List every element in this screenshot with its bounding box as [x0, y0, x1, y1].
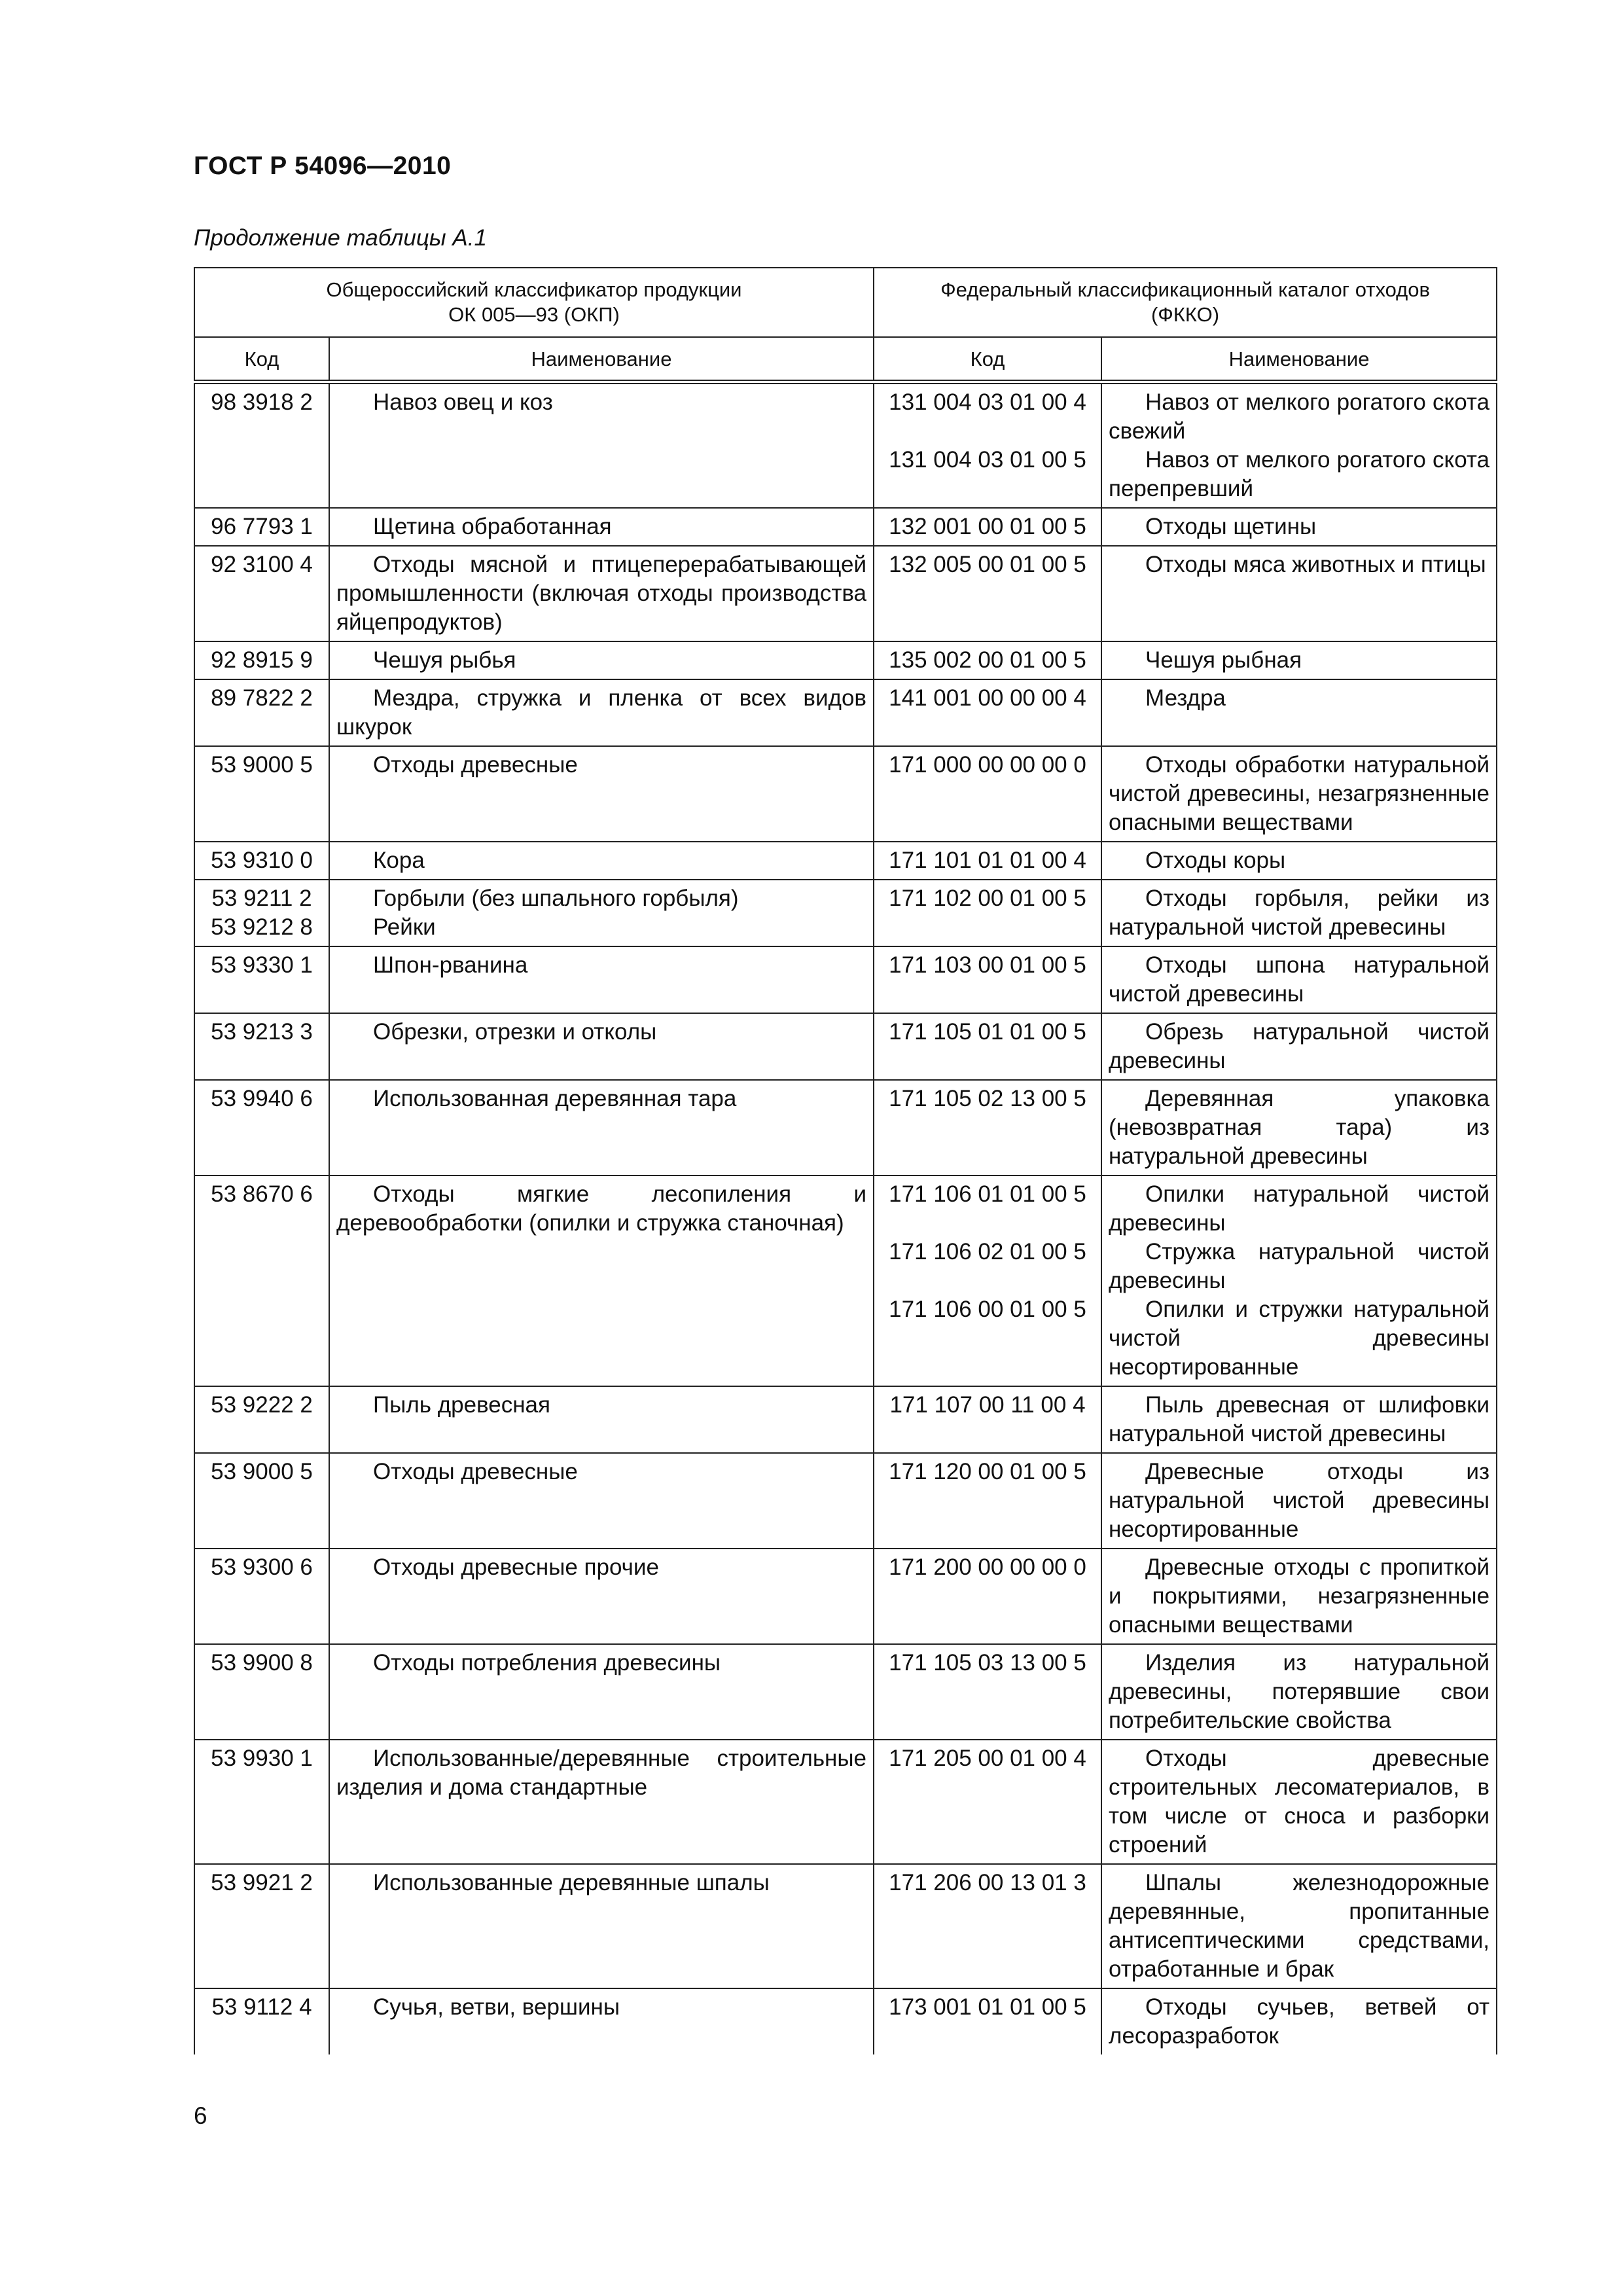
fkko-name: Отходы щетины — [1145, 514, 1317, 539]
fkko-name-cell — [1101, 1080, 1497, 1175]
document-header: ГОСТ Р 54096—2010 — [194, 152, 452, 180]
fkko-code: 171 000 00 00 00 0 — [889, 752, 1086, 778]
fkko-name: Изделия из натуральной древесины, потерявшие свои потребительские свойства — [1109, 1650, 1490, 1733]
table-row — [194, 546, 1497, 641]
okp-code-cell — [194, 880, 329, 946]
okp-code: 53 9000 5 — [211, 1459, 313, 1484]
fkko-code-cell — [874, 1644, 1101, 1740]
okp-name: Шпон-рванина — [373, 952, 528, 978]
okp-code-cell — [194, 679, 329, 746]
fkko-code: 135 002 00 01 00 5 — [889, 647, 1086, 673]
fkko-code-cell — [874, 842, 1101, 880]
fkko-name: Опилки и стружки натуральной чистой древесины несортированные — [1109, 1297, 1490, 1380]
okp-name: Чешуя рыбья — [373, 647, 516, 673]
table-row — [194, 679, 1497, 746]
fkko-name: Навоз от мелкого рогатого скота свежий — [1109, 389, 1490, 444]
table-row — [194, 1988, 1497, 2054]
okp-code: 53 9300 6 — [211, 1554, 313, 1580]
okp-code-cell — [194, 1013, 329, 1080]
fkko-code: 132 001 00 01 00 5 — [889, 514, 1086, 539]
fkko-code: 171 103 00 01 00 5 — [889, 952, 1086, 978]
fkko-code: 131 004 03 01 00 4 — [889, 389, 1086, 415]
okp-code-cell — [194, 641, 329, 679]
okp-name: Пыль древесная — [373, 1392, 550, 1418]
okp-name: Щетина обработанная — [373, 514, 612, 539]
fkko-group-header — [874, 268, 1497, 337]
okp-name-cell — [329, 1644, 874, 1740]
fkko-code: 171 106 01 01 00 5 — [889, 1181, 1086, 1207]
fkko-header-line1: Федеральный классификационный каталог отходов — [940, 278, 1430, 301]
okp-name-cell — [329, 1740, 874, 1864]
okp-group-header — [194, 268, 874, 337]
fkko-code-cell — [874, 880, 1101, 946]
okp-code: 53 8670 6 — [211, 1181, 313, 1207]
fkko-code-cell — [874, 1740, 1101, 1864]
fkko-code: 171 120 00 01 00 5 — [889, 1459, 1086, 1484]
okp-code: 53 9310 0 — [211, 848, 313, 873]
col-okp-name: Наименование — [329, 337, 874, 382]
fkko-name-cell — [1101, 1175, 1497, 1386]
fkko-code-cell — [874, 1080, 1101, 1175]
classification-table — [194, 267, 1497, 2054]
okp-name-cell — [329, 508, 874, 546]
okp-name-cell — [329, 1453, 874, 1549]
okp-code: 53 9211 2 — [211, 886, 312, 911]
okp-code-cell — [194, 746, 329, 842]
okp-code: 53 9212 8 — [211, 914, 313, 940]
fkko-name-cell — [1101, 1988, 1497, 2054]
fkko-code: 171 206 00 13 01 3 — [889, 1870, 1086, 1895]
fkko-code: 171 102 00 01 00 5 — [889, 886, 1086, 911]
fkko-code-cell — [874, 679, 1101, 746]
fkko-name-cell — [1101, 508, 1497, 546]
fkko-name: Отходы шпона натуральной чистой древесины — [1109, 952, 1490, 1007]
table-row — [194, 746, 1497, 842]
fkko-name: Стружка натуральной чистой древесины — [1109, 1239, 1490, 1293]
table-row — [194, 880, 1497, 946]
fkko-name: Чешуя рыбная — [1145, 647, 1302, 673]
fkko-name: Опилки натуральной чистой древесины — [1109, 1181, 1490, 1236]
okp-name: Горбыли (без шпального горбыля) — [373, 886, 739, 911]
okp-code-cell — [194, 382, 329, 509]
fkko-name: Древесные отходы с пропиткой и покрытиями, незагрязненные опасными веществами — [1109, 1554, 1490, 1638]
okp-name-cell — [329, 880, 874, 946]
table-row — [194, 382, 1497, 509]
fkko-name-cell — [1101, 946, 1497, 1013]
okp-name: Использованные деревянные шпалы — [373, 1870, 770, 1895]
table-row — [194, 946, 1497, 1013]
okp-name-cell — [329, 546, 874, 641]
okp-code-cell — [194, 1080, 329, 1175]
table-head — [194, 268, 1497, 382]
okp-code: 92 3100 4 — [211, 552, 313, 577]
okp-code: 53 9213 3 — [211, 1019, 313, 1045]
fkko-name-cell — [1101, 746, 1497, 842]
fkko-code-cell — [874, 1013, 1101, 1080]
fkko-code: 171 105 01 01 00 5 — [889, 1019, 1086, 1045]
okp-name-cell — [329, 1864, 874, 1988]
fkko-name-cell — [1101, 880, 1497, 946]
table-row — [194, 842, 1497, 880]
fkko-name: Деревянная упаковка (невозвратная тара) из натуральной древесины — [1109, 1086, 1490, 1169]
okp-name: Рейки — [373, 914, 436, 940]
okp-code-cell — [194, 508, 329, 546]
okp-code-cell — [194, 1549, 329, 1644]
fkko-name: Отходы мяса животных и птицы — [1145, 552, 1486, 577]
okp-header-line2: ОК 005—93 (ОКП) — [448, 303, 620, 326]
fkko-code-cell — [874, 1386, 1101, 1453]
fkko-code: 171 205 00 01 00 4 — [889, 1746, 1086, 1771]
okp-name-cell — [329, 1175, 874, 1386]
okp-header-line1: Общероссийский классификатор продукции — [326, 278, 742, 301]
okp-code-cell — [194, 1740, 329, 1864]
fkko-code-cell — [874, 641, 1101, 679]
okp-name-cell — [329, 679, 874, 746]
okp-name: Отходы древесные прочие — [373, 1554, 659, 1580]
fkko-name: Отходы обработки натуральной чистой древесины, незагрязненные опасными веществами — [1109, 752, 1490, 835]
okp-code: 98 3918 2 — [211, 389, 313, 415]
table-row — [194, 1386, 1497, 1453]
okp-name-cell — [329, 842, 874, 880]
table-body — [194, 382, 1497, 2055]
fkko-name: Шпалы железнодорожные деревянные, пропитанные антисептическими средствами, отработанные и брак — [1109, 1870, 1490, 1982]
fkko-code-cell — [874, 1453, 1101, 1549]
fkko-code-cell — [874, 946, 1101, 1013]
table-row — [194, 1549, 1497, 1644]
table-row — [194, 1740, 1497, 1864]
fkko-name: Отходы коры — [1145, 848, 1286, 873]
fkko-name-cell — [1101, 679, 1497, 746]
fkko-code: 171 106 00 01 00 5 — [889, 1297, 1086, 1322]
table-row — [194, 641, 1497, 679]
fkko-name-cell — [1101, 641, 1497, 679]
okp-name-cell — [329, 382, 874, 509]
fkko-name: Отходы сучьев, ветвей от лесоразработок — [1109, 1994, 1490, 2049]
okp-name: Отходы древесные — [373, 752, 578, 778]
fkko-name-cell — [1101, 1644, 1497, 1740]
fkko-code: 131 004 03 01 00 5 — [889, 447, 1086, 473]
okp-name-cell — [329, 746, 874, 842]
fkko-code-cell — [874, 746, 1101, 842]
fkko-code-cell — [874, 546, 1101, 641]
col-fkko-code: Код — [874, 337, 1101, 382]
okp-code-cell — [194, 1453, 329, 1549]
fkko-name: Отходы древесные строительных лесоматериалов, в том числе от сноса и разборки строений — [1109, 1746, 1490, 1857]
fkko-name-cell — [1101, 1549, 1497, 1644]
okp-name: Отходы мясной и птицеперерабатывающей промышленности (включая отходы производства яйцепродуктов) — [336, 552, 867, 635]
okp-name: Навоз овец и коз — [373, 389, 553, 415]
fkko-code-cell — [874, 1864, 1101, 1988]
table-caption: Продолжение таблицы А.1 — [194, 225, 487, 251]
okp-code: 89 7822 2 — [211, 685, 313, 711]
okp-name-cell — [329, 641, 874, 679]
fkko-name: Навоз от мелкого рогатого скота перепревший — [1109, 447, 1490, 501]
okp-name-cell — [329, 1013, 874, 1080]
fkko-name: Мездра — [1145, 685, 1226, 711]
fkko-code: 171 105 02 13 00 5 — [889, 1086, 1086, 1111]
table-row — [194, 1013, 1497, 1080]
fkko-code: 171 105 03 13 00 5 — [889, 1650, 1086, 1676]
okp-name: Сучья, ветви, вершины — [373, 1994, 620, 2020]
okp-code: 53 9940 6 — [211, 1086, 313, 1111]
okp-name: Отходы древесные — [373, 1459, 578, 1484]
okp-code: 53 9000 5 — [211, 752, 313, 778]
fkko-header-line2: (ФККО) — [1150, 303, 1220, 326]
okp-code-cell — [194, 1988, 329, 2054]
table-row — [194, 1864, 1497, 1988]
col-okp-code: Код — [194, 337, 329, 382]
okp-name: Кора — [373, 848, 425, 873]
fkko-name-cell — [1101, 1013, 1497, 1080]
table-row — [194, 508, 1497, 546]
okp-code-cell — [194, 946, 329, 1013]
okp-code: 53 9222 2 — [211, 1392, 313, 1418]
okp-code-cell — [194, 546, 329, 641]
fkko-name: Древесные отходы из натуральной чистой древесины несортированные — [1109, 1459, 1490, 1542]
table-row — [194, 1175, 1497, 1386]
page-number: 6 — [194, 2102, 207, 2129]
okp-name: Использованные/деревянные строительные изделия и дома стандартные — [336, 1746, 867, 1800]
fkko-name-cell — [1101, 1453, 1497, 1549]
okp-name-cell — [329, 1549, 874, 1644]
fkko-name: Обрезь натуральной чистой древесины — [1109, 1019, 1490, 1073]
fkko-code-cell — [874, 1175, 1101, 1386]
okp-code: 53 9330 1 — [211, 952, 313, 978]
fkko-name-cell — [1101, 842, 1497, 880]
fkko-code: 171 106 02 01 00 5 — [889, 1239, 1086, 1265]
okp-code: 53 9900 8 — [211, 1650, 313, 1676]
okp-code-cell — [194, 842, 329, 880]
okp-name-cell — [329, 1080, 874, 1175]
okp-name-cell — [329, 1386, 874, 1453]
okp-code: 92 8915 9 — [211, 647, 313, 673]
okp-code: 53 9112 4 — [211, 1994, 312, 2020]
okp-code-cell — [194, 1864, 329, 1988]
table-row — [194, 1644, 1497, 1740]
okp-code: 53 9921 2 — [211, 1870, 313, 1895]
col-fkko-name: Наименование — [1101, 337, 1497, 382]
okp-name: Мездра, стружка и пленка от всех видов шкурок — [336, 685, 867, 740]
okp-name: Обрезки, отрезки и отколы — [373, 1019, 657, 1045]
okp-code-cell — [194, 1644, 329, 1740]
fkko-code: 171 101 01 01 00 4 — [889, 848, 1086, 873]
okp-name: Отходы потребления древесины — [373, 1650, 721, 1676]
fkko-name: Пыль древесная от шлифовки натуральной чистой древесины — [1109, 1392, 1490, 1446]
fkko-code-cell — [874, 1988, 1101, 2054]
fkko-name: Отходы горбыля, рейки из натуральной чистой древесины — [1109, 886, 1490, 940]
fkko-code-cell — [874, 382, 1101, 509]
okp-name-cell — [329, 1988, 874, 2054]
fkko-code-cell — [874, 508, 1101, 546]
table-row — [194, 1080, 1497, 1175]
fkko-name-cell — [1101, 1386, 1497, 1453]
okp-code-cell — [194, 1175, 329, 1386]
fkko-name-cell — [1101, 1740, 1497, 1864]
fkko-code: 173 001 01 01 00 5 — [889, 1994, 1086, 2020]
fkko-code-cell — [874, 1549, 1101, 1644]
okp-name: Использованная деревянная тара — [373, 1086, 737, 1111]
okp-name: Отходы мягкие лесопиления и деревообработки (опилки и стружка станочная) — [336, 1181, 867, 1236]
okp-name-cell — [329, 946, 874, 1013]
okp-code: 96 7793 1 — [211, 514, 313, 539]
okp-code-cell — [194, 1386, 329, 1453]
fkko-code: 171 107 00 11 00 4 — [889, 1392, 1086, 1418]
fkko-code: 132 005 00 01 00 5 — [889, 552, 1086, 577]
okp-code: 53 9930 1 — [211, 1746, 313, 1771]
fkko-code: 141 001 00 00 00 4 — [889, 685, 1086, 711]
table-row — [194, 1453, 1497, 1549]
fkko-name-cell — [1101, 546, 1497, 641]
fkko-name-cell — [1101, 1864, 1497, 1988]
fkko-name-cell — [1101, 382, 1497, 509]
fkko-code: 171 200 00 00 00 0 — [889, 1554, 1086, 1580]
